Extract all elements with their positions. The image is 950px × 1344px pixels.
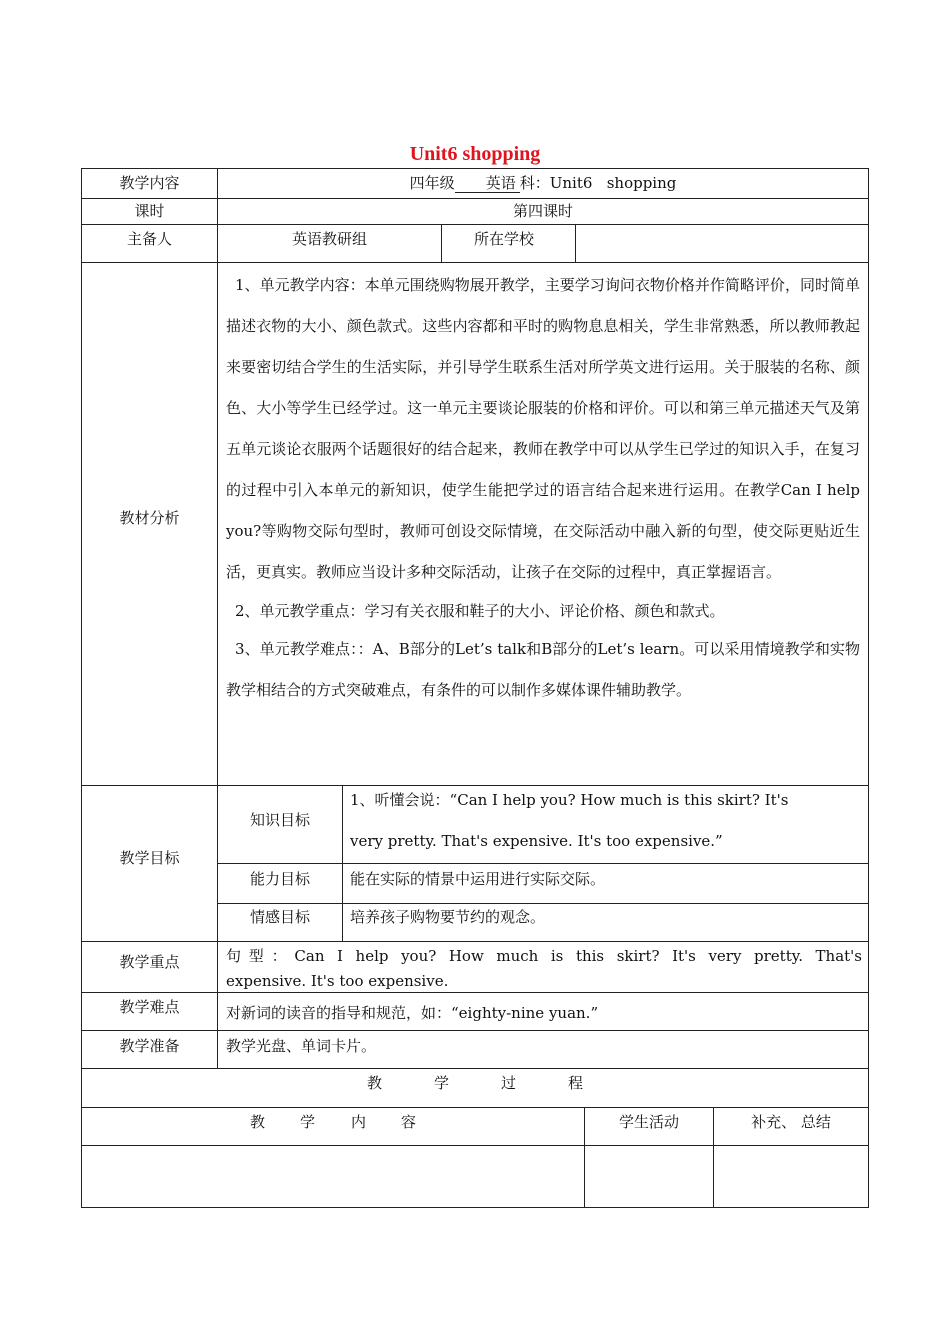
row-rule — [81, 224, 869, 225]
analysis-paragraph-2: 2、单元教学重点：学习有关衣服和鞋子的大小、评论价格、颜色和款式。 — [235, 602, 725, 620]
summary-heading: 补充、 总结 — [751, 1113, 831, 1131]
process-heading-char: 过 — [501, 1074, 517, 1092]
summary-cell[interactable] — [714, 1146, 868, 1207]
period-label: 课时 — [134, 202, 165, 220]
grade-text: 四年级 — [409, 174, 455, 192]
school-label: 所在学校 — [474, 230, 535, 248]
key-points-label: 教学重点 — [119, 953, 180, 971]
process-content-cell[interactable] — [82, 1146, 584, 1207]
emotion-goal-value: 培养孩子购物要节约的观念。 — [350, 908, 546, 926]
key-points-line-2: expensive. It's too expensive. — [226, 972, 449, 990]
table-border-right — [868, 168, 869, 1208]
content-heading-char: 容 — [401, 1113, 417, 1131]
ability-goal-label: 能力目标 — [249, 870, 310, 888]
document-title: Unit6 shopping — [409, 143, 541, 165]
process-heading-char: 教 — [367, 1074, 383, 1092]
row-rule — [81, 1030, 869, 1031]
difficulties-label: 教学难点 — [119, 998, 180, 1016]
col-rule — [575, 224, 576, 262]
analysis-body — [226, 265, 860, 711]
process-heading — [82, 1073, 868, 1093]
content-heading-char: 内 — [351, 1113, 367, 1131]
knowledge-goal-line-2: very pretty. That's expensive. It's too expensive.” — [350, 832, 723, 850]
table-border-top — [81, 168, 869, 169]
process-heading-char: 学 — [434, 1074, 450, 1092]
row-rule — [217, 863, 869, 864]
goals-label: 教学目标 — [119, 849, 180, 867]
row-rule — [81, 1107, 869, 1108]
table-border-bottom — [81, 1207, 869, 1208]
row-rule — [81, 941, 869, 942]
grade-blank — [455, 174, 482, 193]
subject-text: 英语 — [482, 174, 520, 193]
analysis-paragraph-1: 1、单元教学内容：本单元围绕购物展开教学，主要学习询问衣物价格并作简略评价，同时简单描述衣物的大小、颜色款式。这些内容都和平时的购物息息相关，学生非常熟悉，所以教师教起来要密切结合学生的生活实际，并引导学生联系生活对所学英文进行运用。关于服装的名称、颜色、大小等学生已经学过。这一单元主要谈论服装的价格和评价。可以和第三单元描述天气及第五单元谈论衣服两个话题很好的结合起来，教师在教学中可以从学生已学过的知识入手，在复习的过程中引入本单元的新知识，使学生能把学过的语言结合起来进行运用。在教学Can I help you?等购物交际句型时，教师可创设交际情境，在交际活动中融入新的句型，使交际更贴近生活，更真实。教师应当设计多种交际活动，让孩子在交际的过程中，真正掌握语言。 — [226, 276, 860, 581]
subject-suffix: 科：Unit6 shopping — [519, 174, 677, 192]
col-rule — [217, 168, 218, 1068]
row-rule — [81, 992, 869, 993]
subject-line — [218, 173, 868, 193]
content-heading-char: 学 — [300, 1113, 316, 1131]
preparation-value: 教学光盘、单词卡片。 — [226, 1037, 377, 1055]
content-heading-char: 教 — [250, 1113, 266, 1131]
process-heading-char: 程 — [568, 1074, 584, 1092]
row-rule — [81, 1068, 869, 1069]
preparer-value: 英语教研组 — [291, 230, 367, 248]
row-rule — [81, 785, 869, 786]
col-rule — [441, 224, 442, 262]
student-activity-cell[interactable] — [585, 1146, 713, 1207]
content-label: 教学内容 — [119, 174, 180, 192]
ability-goal-value: 能在实际的情景中运用进行实际交际。 — [350, 870, 606, 888]
col-rule — [342, 785, 343, 941]
student-activity-heading: 学生活动 — [618, 1113, 679, 1131]
knowledge-goal-line-1: 1、听懂会说：“Can I help you? How much is this skirt? It's — [350, 791, 789, 809]
preparer-label: 主备人 — [126, 230, 172, 248]
key-points-line-1: 句型：Can I help you? How much is this skirt? It's very pretty. That's — [226, 947, 862, 965]
analysis-label: 教材分析 — [119, 509, 180, 527]
difficulties-value: 对新词的读音的指导和规范，如：“eighty-nine yuan.” — [226, 1004, 599, 1022]
row-rule — [81, 198, 869, 199]
row-rule — [217, 903, 869, 904]
emotion-goal-label: 情感目标 — [249, 908, 310, 926]
preparation-label: 教学准备 — [119, 1037, 180, 1055]
knowledge-goal-label: 知识目标 — [249, 811, 310, 829]
analysis-paragraph-3: 3、单元教学难点：：A、B部分的Let’s talk和B部分的Let’s learn。可以采用情境教学和实物教学相结合的方式突破难点，有条件的可以制作多媒体课件辅助教学。 — [226, 640, 860, 699]
row-rule — [81, 262, 869, 263]
period-value: 第四课时 — [512, 202, 573, 220]
content-column-heading — [82, 1112, 584, 1132]
